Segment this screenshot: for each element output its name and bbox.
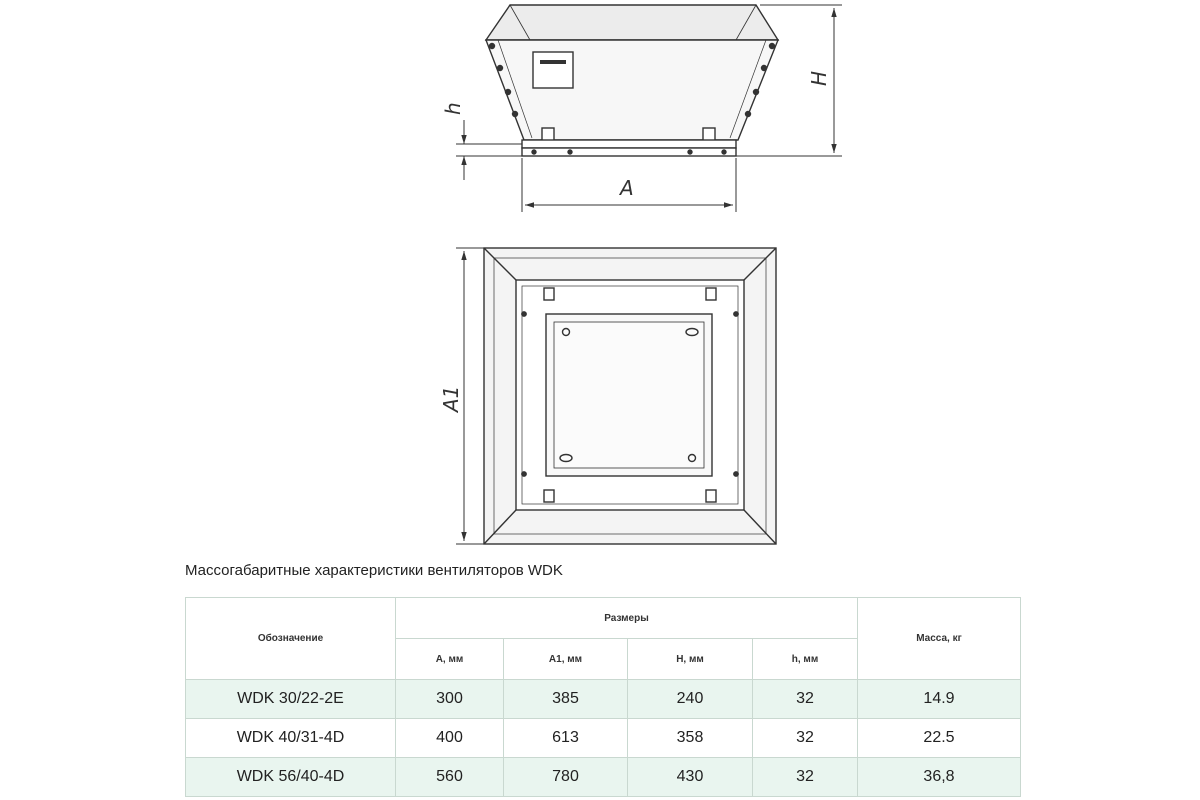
cell-designation: WDK 56/40-4D [186, 758, 396, 797]
cell-mass: 14.9 [858, 680, 1021, 719]
header-a: A, мм [396, 639, 504, 680]
cell-h-big: 358 [628, 719, 753, 758]
cell-a: 300 [396, 680, 504, 719]
table-row [186, 680, 1021, 719]
cell-h-big: 430 [628, 758, 753, 797]
table-row [186, 719, 1021, 758]
header-h-small: h, мм [753, 639, 858, 680]
header-designation: Обозначение [186, 598, 396, 680]
side-view [486, 5, 778, 156]
table-row [186, 758, 1021, 797]
cell-h-small: 32 [753, 719, 858, 758]
dim-label-h: h [441, 102, 465, 115]
table-caption: Массогабаритные характеристики вентиляторов WDK [185, 562, 563, 579]
top-view [484, 248, 776, 544]
cell-a1: 385 [504, 680, 628, 719]
dim-label-H: H [807, 70, 831, 86]
cell-h-small: 32 [753, 680, 858, 719]
specs-table [185, 597, 1021, 797]
header-dimensions: Размеры [396, 598, 858, 639]
cell-h-big: 240 [628, 680, 753, 719]
cell-mass: 22.5 [858, 719, 1021, 758]
cell-designation: WDK 40/31-4D [186, 719, 396, 758]
cell-designation: WDK 30/22-2E [186, 680, 396, 719]
cell-h-small: 32 [753, 758, 858, 797]
cell-mass: 36,8 [858, 758, 1021, 797]
cell-a1: 613 [504, 719, 628, 758]
cell-a: 400 [396, 719, 504, 758]
dim-label-A: A [620, 176, 634, 200]
header-a1: A1, мм [504, 639, 628, 680]
cell-a: 560 [396, 758, 504, 797]
cell-a1: 780 [504, 758, 628, 797]
dim-label-A1: A1 [439, 385, 463, 412]
header-mass: Масса, кг [858, 598, 1021, 680]
header-h-big: H, мм [628, 639, 753, 680]
